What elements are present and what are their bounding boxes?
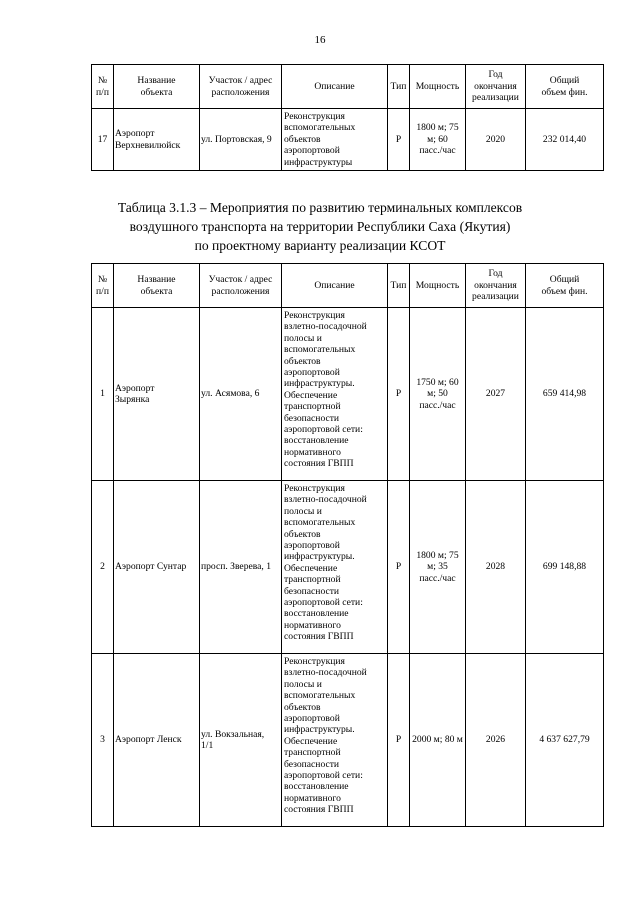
header-address: Участок / адрес расположения <box>200 65 282 109</box>
row-name: Аэропорт Зырянка <box>114 308 200 481</box>
row-capacity: 1800 м; 75 м; 35 пасс./час <box>410 481 466 654</box>
row-description: Реконструкция вспомогательных объектов аэропортовой инфраструктуры <box>282 109 388 171</box>
header-name: Название объекта <box>114 264 200 308</box>
header-volume: Общий объем фин. <box>526 65 604 109</box>
row-year: 2028 <box>466 481 526 654</box>
row-description: Реконструкция взлетно-посадочной полосы и вспомогательных объектов аэропортовой инфраструктуры. Обеспечение транспортной безопасности аэропортовой сети: восстановление нормативного состояния ГВПП <box>282 654 388 827</box>
row-name: Аэропорт Ленск <box>114 654 200 827</box>
row-volume: 232 014,40 <box>526 109 604 171</box>
header-type: Тип <box>388 264 410 308</box>
header-capacity: Мощность <box>410 264 466 308</box>
row-type: Р <box>388 109 410 171</box>
row-year: 2020 <box>466 109 526 171</box>
header-description: Описание <box>282 264 388 308</box>
header-num: № п/п <box>92 264 114 308</box>
row-capacity: 1750 м; 60 м; 50 пасс./час <box>410 308 466 481</box>
table-header-row <box>92 264 604 308</box>
row-volume: 699 148,88 <box>526 481 604 654</box>
row-name: Аэропорт Сунтар <box>114 481 200 654</box>
row-capacity: 2000 м; 80 м <box>410 654 466 827</box>
header-address: Участок / адрес расположения <box>200 264 282 308</box>
row-description: Реконструкция взлетно-посадочной полосы и вспомогательных объектов аэропортовой инфраструктуры. Обеспечение транспортной безопасности аэропортовой сети: восстановление нормативного состояния ГВПП <box>282 481 388 654</box>
row-num: 2 <box>92 481 114 654</box>
row-year: 2027 <box>466 308 526 481</box>
airport-table-continued <box>91 64 604 171</box>
table-row <box>92 481 604 654</box>
row-address: просп. Зверева, 1 <box>200 481 282 654</box>
table-row <box>92 308 604 481</box>
header-num: № п/п <box>92 65 114 109</box>
row-type: Р <box>388 481 410 654</box>
table-caption: Таблица 3.1.3 – Мероприятия по развитию терминальных комплексов воздушного транспорта на территории Республики Саха (Якутия) по проектному варианту реализации КСОТ <box>117 200 523 253</box>
row-name: Аэропорт Верхневилюйск <box>114 109 200 171</box>
header-volume: Общий объем фин. <box>526 264 604 308</box>
header-capacity: Мощность <box>410 65 466 109</box>
table-header-row <box>92 65 604 109</box>
row-address: ул. Вокзальная, 1/1 <box>200 654 282 827</box>
table-row <box>92 654 604 827</box>
header-name: Название объекта <box>114 65 200 109</box>
row-num: 3 <box>92 654 114 827</box>
row-description: Реконструкция взлетно-посадочной полосы и вспомогательных объектов аэропортовой инфраструктуры. Обеспечение транспортной безопасности аэропортовой сети: восстановление нормативного состояния ГВПП <box>282 308 388 481</box>
header-year: Год окончания реализации <box>466 264 526 308</box>
row-type: Р <box>388 654 410 827</box>
row-volume: 659 414,98 <box>526 308 604 481</box>
row-volume: 4 637 627,79 <box>526 654 604 827</box>
header-type: Тип <box>388 65 410 109</box>
airport-terminal-table <box>91 263 604 827</box>
row-address: ул. Портовская, 9 <box>200 109 282 171</box>
row-address: ул. Асямова, 6 <box>200 308 282 481</box>
row-capacity: 1800 м; 75 м; 60 пасс./час <box>410 109 466 171</box>
row-type: Р <box>388 308 410 481</box>
row-num: 1 <box>92 308 114 481</box>
header-description: Описание <box>282 65 388 109</box>
page-number: 16 <box>314 34 326 46</box>
header-year: Год окончания реализации <box>466 65 526 109</box>
table-row <box>92 109 604 171</box>
row-num: 17 <box>92 109 114 171</box>
row-year: 2026 <box>466 654 526 827</box>
